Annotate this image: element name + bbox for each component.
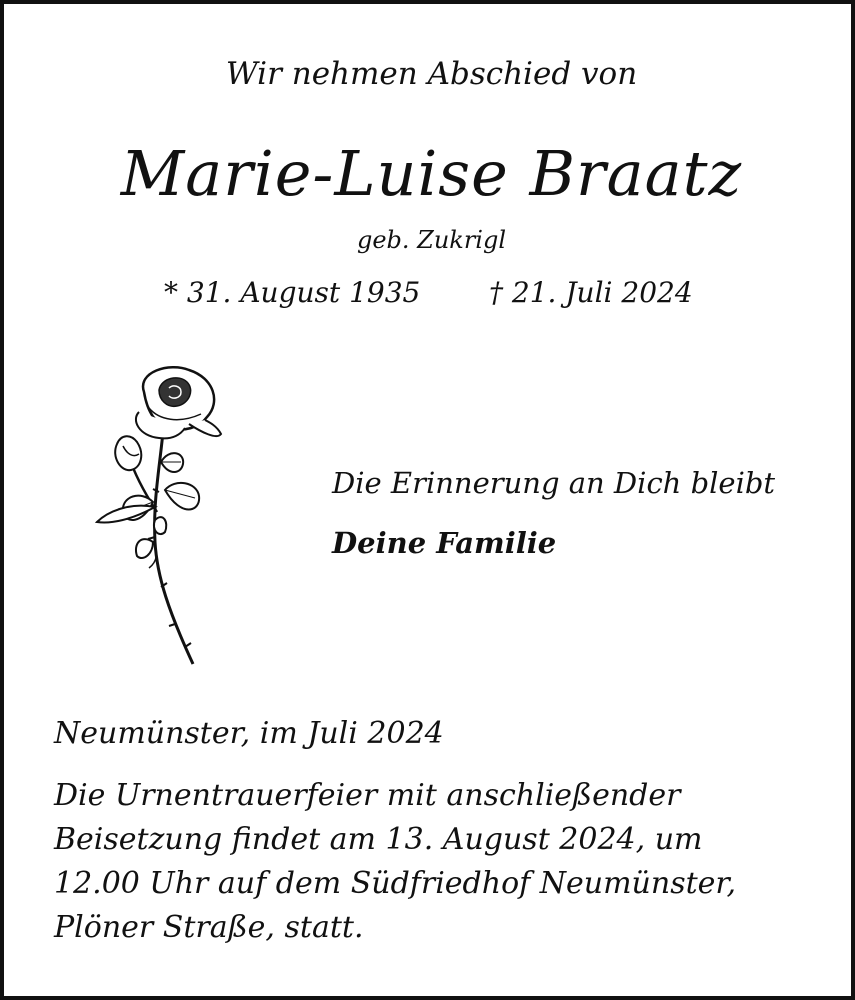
ceremony-info <box>54 774 814 950</box>
maiden-name: geb. Zukrigl <box>356 226 507 254</box>
ceremony-line: 12.00 Uhr auf dem Südfriedhof Neumünster, <box>54 866 736 901</box>
memory-text: Die Erinnerung an Dich bleibt <box>332 466 776 500</box>
ceremony-line: Die Urnentrauerfeier mit anschließender <box>54 778 681 813</box>
birth-date: * 31. August 1935 <box>164 276 421 309</box>
death-date: † 21. Juli 2024 <box>489 276 693 309</box>
deceased-name: Marie-Luise Braatz <box>120 137 743 210</box>
ceremony-line: Plöner Straße, statt. <box>54 910 364 945</box>
intro-text: Wir nehmen Abschied von <box>225 56 638 92</box>
place-date: Neumünster, im Juli 2024 <box>54 716 444 751</box>
rose-icon <box>89 362 229 672</box>
family-signature: Deine Familie <box>332 526 557 560</box>
ceremony-line: Beisetzung findet am 13. August 2024, um <box>54 822 703 857</box>
